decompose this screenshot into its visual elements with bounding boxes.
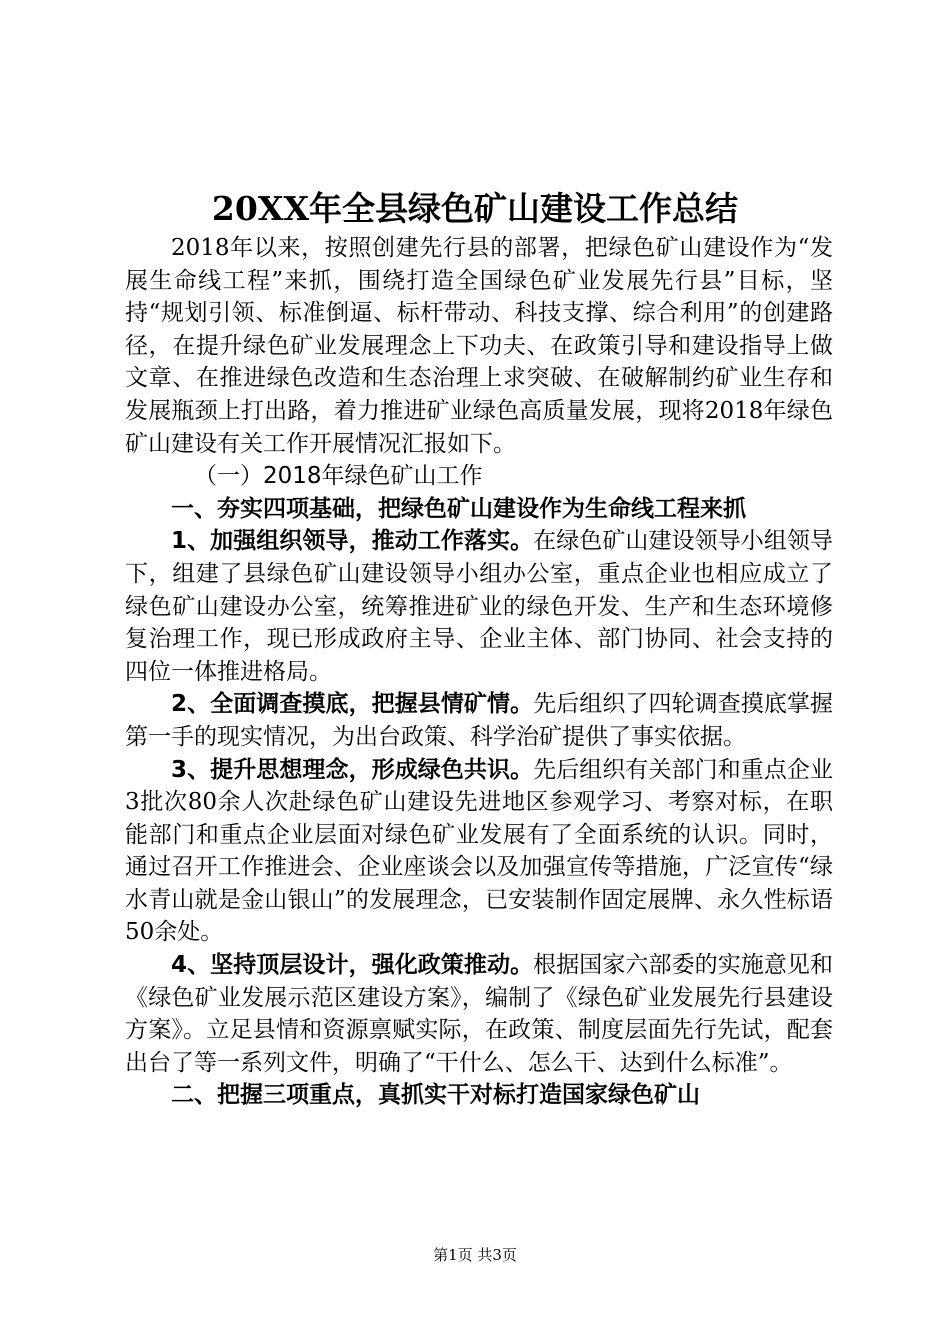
item-lead-1: 1、加强组织领导，推动工作落实。 <box>171 528 534 555</box>
item-paragraph-1 <box>125 525 833 688</box>
part-two-heading: 二、把握三项重点，真抓实干对标打造国家绿色矿山 <box>171 1082 700 1109</box>
item-text-3: 先后组织有关部门和重点企业3批次80余人次赴绿色矿山建设先进地区参观学习、考察对标，在职能部门和重点企业层面对绿色矿业发展有了全面系统的认识。同时，通过召开工作推进会、企业座谈会以及加强宣传等措施，广泛宣传“绿水青山就是金山银山”的发展理念，已安装制作固定展牌、永久性标语50余处。 <box>125 756 833 946</box>
item-lead-3: 3、提升思想理念，形成绿色共识。 <box>171 756 534 783</box>
document-body <box>125 232 833 1112</box>
intro-paragraph: 2018年以来，按照创建先行县的部署，把绿色矿山建设作为“发展生命线工程”来抓，围绕打造全国绿色矿业发展先行县”目标，坚持“规划引领、标准倒逼、标杆带动、科技支撑、综合利用”的创建路径，在提升绿色矿业发展理念上下功夫、在政策引导和建设指导上做文章、在推进绿色改造和生态治理上求突破、在破解制约矿业生存和发展瓶颈上打出路，着力推进矿业绿色高质量发展，现将2018年绿色矿山建设有关工作开展情况汇报如下。 <box>125 235 833 457</box>
item-lead-4: 4、坚持顶层设计，强化政策推动。 <box>171 952 534 979</box>
section-one-heading: （一）2018年绿色矿山工作 <box>194 463 483 490</box>
item-lead-2: 2、全面调查摸底，把握县情矿情。 <box>171 691 534 718</box>
item-text-4: 根据国家六部委的实施意见和《绿色矿业发展示范区建设方案》，编制了《绿色矿业发展先行县建设方案》。立足县情和资源禀赋实际，在政策、制度层面先行先试，配套出台了等一系列文件，明确了“干什么、怎么干、达到什么标准”。 <box>125 952 833 1076</box>
item-paragraph-3 <box>125 754 833 950</box>
item-paragraph-4 <box>125 949 833 1079</box>
item-text-1: 在绿色矿山建设领导小组领导下，组建了县绿色矿山建设领导小组办公室，重点企业也相应成立了绿色矿山建设办公室，统筹推进矿业的绿色开发、生产和生态环境修复治理工作，现已形成政府主导、企业主体、部门协同、社会支持的四位一体推进格局。 <box>125 528 833 685</box>
item-text-2: 先后组织了四轮调查摸底掌握第一手的现实情况，为出台政策、科学治矿提供了事实依据。 <box>125 691 833 750</box>
page-footer: 第1页 共3页 <box>433 1246 517 1264</box>
item-paragraph-2 <box>125 688 833 753</box>
part-one-heading: 一、夯实四项基础，把绿色矿山建设作为生命线工程来抓 <box>171 495 746 522</box>
document-title: 20XX年全县绿色矿山建设工作总结 <box>211 189 739 228</box>
